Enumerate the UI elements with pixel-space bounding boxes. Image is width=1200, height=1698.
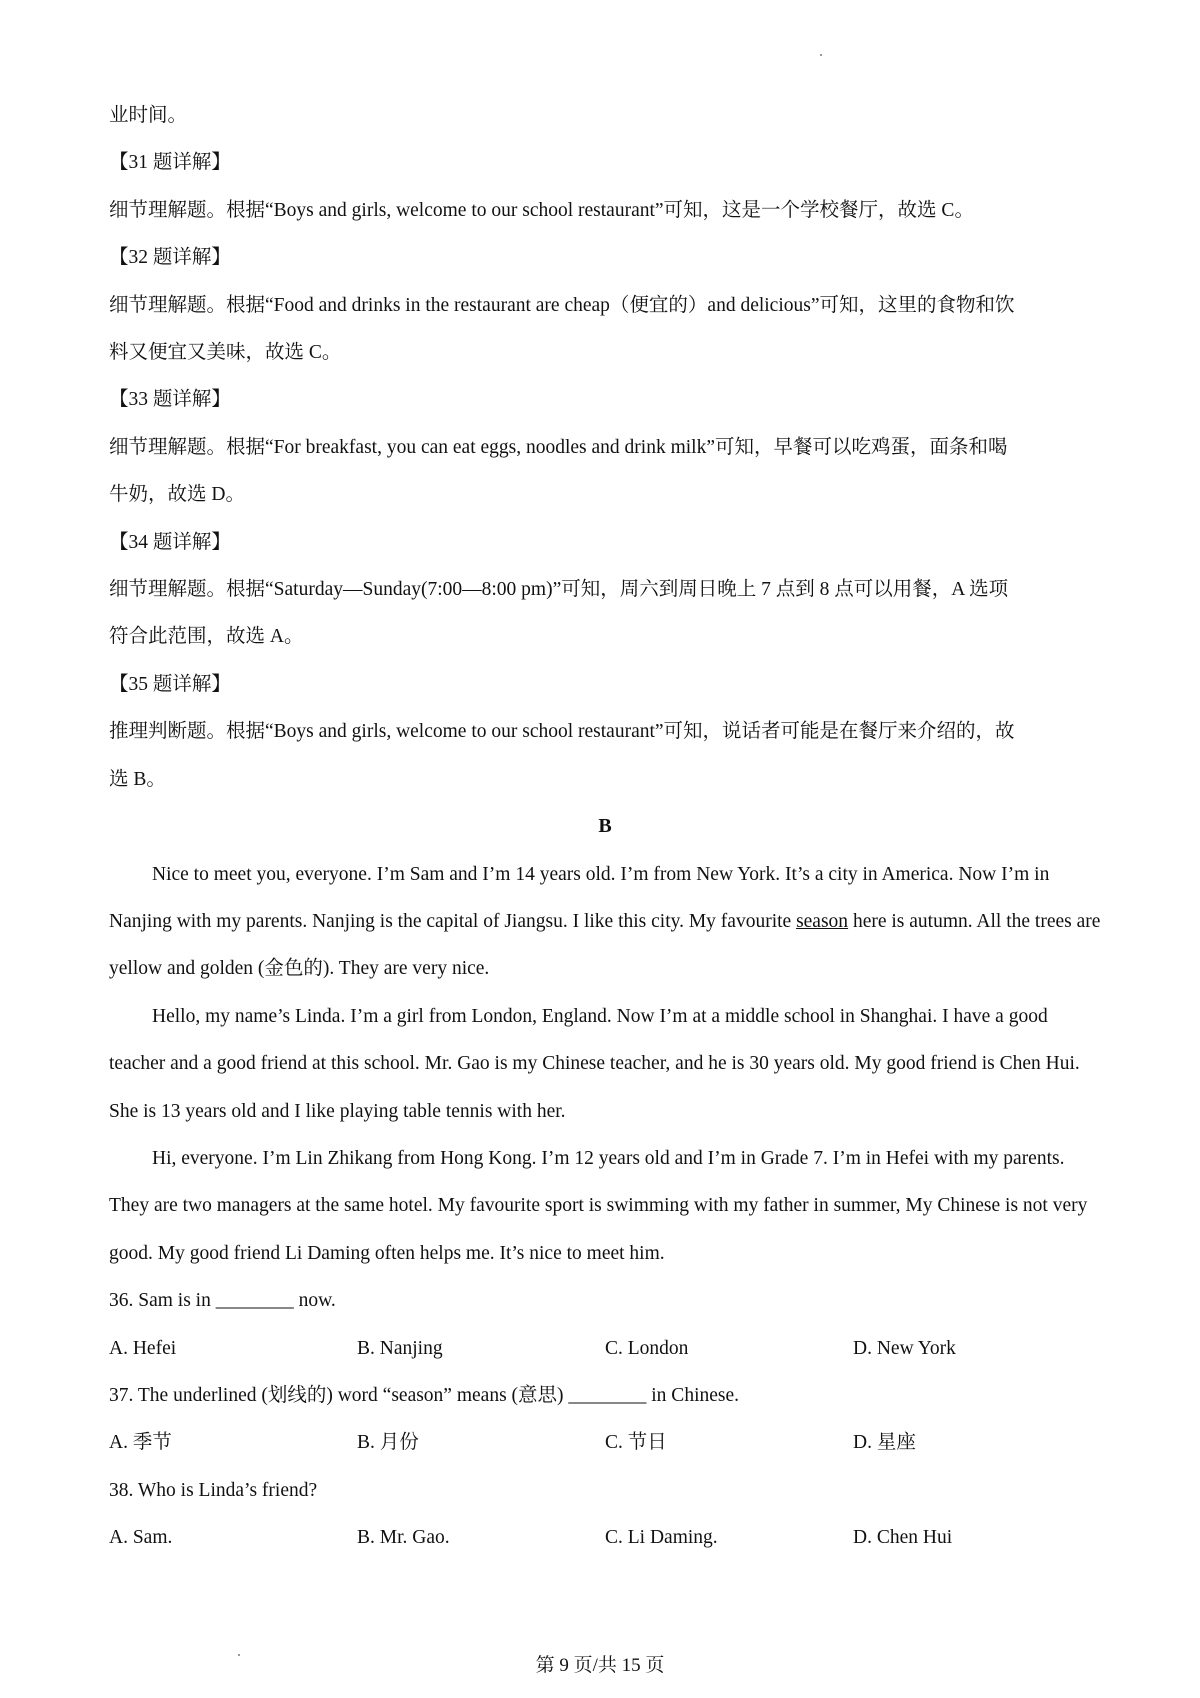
page-number-footer: 第 9 页/共 15 页 xyxy=(535,1655,665,1676)
question-38-option-d: D. Chen Hui xyxy=(853,1527,953,1549)
q32-explanation-heading: 【32 题详解】 xyxy=(109,247,231,269)
passage-heading: B xyxy=(598,815,612,838)
question-37-stem: 37. The underlined (划线的) word “season” means (意思) ________ in Chinese. xyxy=(109,1384,740,1406)
q33-explanation-text-line2: 牛奶，故选 D。 xyxy=(109,484,245,506)
question-36-option-c: C. London xyxy=(605,1337,689,1359)
passage-paragraph-sam xyxy=(109,851,1101,993)
q35-explanation-text-line1: 推理判断题。根据“Boys and girls, welcome to our school restaurant”可知，说话者可能是在餐厅来介绍的，故 xyxy=(109,721,1015,743)
question-36-stem: 36. Sam is in ________ now. xyxy=(109,1290,336,1312)
scan-speck-top xyxy=(820,54,822,56)
q31-explanation-text: 细节理解题。根据“Boys and girls, welcome to our school restaurant”可知，这是一个学校餐厅，故选 C。 xyxy=(109,199,974,221)
question-37-option-d: D. 星座 xyxy=(853,1432,916,1454)
question-37-options xyxy=(109,1419,1101,1466)
question-37-option-b: B. 月份 xyxy=(357,1432,419,1454)
passage-paragraph-lin-zhikang: Hi, everyone. I’m Lin Zhikang from Hong Kong. I’m 12 years old and I’m in Grade 7. I’m in Hefei with my parents. They are two managers at the same hotel. My favourite sport is swimming with my father in summer, My Chinese is not very good. My good friend Li Daming often helps me. It’s nice to meet him. xyxy=(109,1147,1088,1264)
question-36-option-b: B. Nanjing xyxy=(357,1337,443,1359)
underlined-word-season: season xyxy=(796,910,849,932)
question-37-option-c: C. 节日 xyxy=(605,1432,667,1454)
question-36-option-d: D. New York xyxy=(853,1337,956,1359)
question-38-option-c: C. Li Daming. xyxy=(605,1527,718,1549)
q35-explanation-text-line2: 选 B。 xyxy=(109,768,166,790)
question-38-option-b: B. Mr. Gao. xyxy=(357,1527,450,1549)
q33-explanation-text-line1: 细节理解题。根据“For breakfast, you can eat eggs, noodles and drink milk”可知，早餐可以吃鸡蛋，面条和喝 xyxy=(109,436,1008,458)
passage-paragraph-sam-text-2: here is autumn. All the trees are yellow and golden (金色的). They are very nice. xyxy=(109,910,1101,980)
explanation-tail-line: 业时间。 xyxy=(109,105,188,126)
q32-explanation-text-line2: 料又便宜又美味，故选 C。 xyxy=(109,342,342,364)
question-36-option-a: A. Hefei xyxy=(109,1337,177,1359)
document-page xyxy=(109,92,1101,1562)
q34-explanation-text-line2: 符合此范围，故选 A。 xyxy=(109,626,304,648)
q33-explanation-heading: 【33 题详解】 xyxy=(109,389,231,411)
passage-paragraph-linda: Hello, my name’s Linda. I’m a girl from London, England. Now I’m at a middle school in Shanghai. I have a good teacher and a good friend at this school. Mr. Gao is my Chinese teacher, and he is 30 years old. My good friend is Chen Hui. She is 13 years old and I like playing table tennis with her. xyxy=(109,1005,1080,1122)
q31-explanation-heading: 【31 题详解】 xyxy=(109,152,231,174)
q35-explanation-heading: 【35 题详解】 xyxy=(109,673,231,695)
passage-paragraph-sam-text-1: Nice to meet you, everyone. I’m Sam and I’m 14 years old. I’m from New York. It’s a city in America. Now I’m in Nanjing with my parents. Nanjing is the capital of Jiangsu. I like this city. My favourite xyxy=(109,863,1050,932)
q34-explanation-text-line1: 细节理解题。根据“Saturday—Sunday(7:00—8:00 pm)”可知，周六到周日晚上 7 点到 8 点可以用餐，A 选项 xyxy=(109,579,1009,601)
q32-explanation-text-line1: 细节理解题。根据“Food and drinks in the restaurant are cheap（便宜的）and delicious”可知，这里的食物和饮 xyxy=(109,294,1015,316)
question-38-options xyxy=(109,1514,1101,1561)
question-38-option-a: A. Sam. xyxy=(109,1527,173,1549)
question-38-stem: 38. Who is Linda’s friend? xyxy=(109,1479,318,1501)
question-37-option-a: A. 季节 xyxy=(109,1432,172,1454)
question-36-options xyxy=(109,1325,1101,1372)
q34-explanation-heading: 【34 题详解】 xyxy=(109,531,231,553)
